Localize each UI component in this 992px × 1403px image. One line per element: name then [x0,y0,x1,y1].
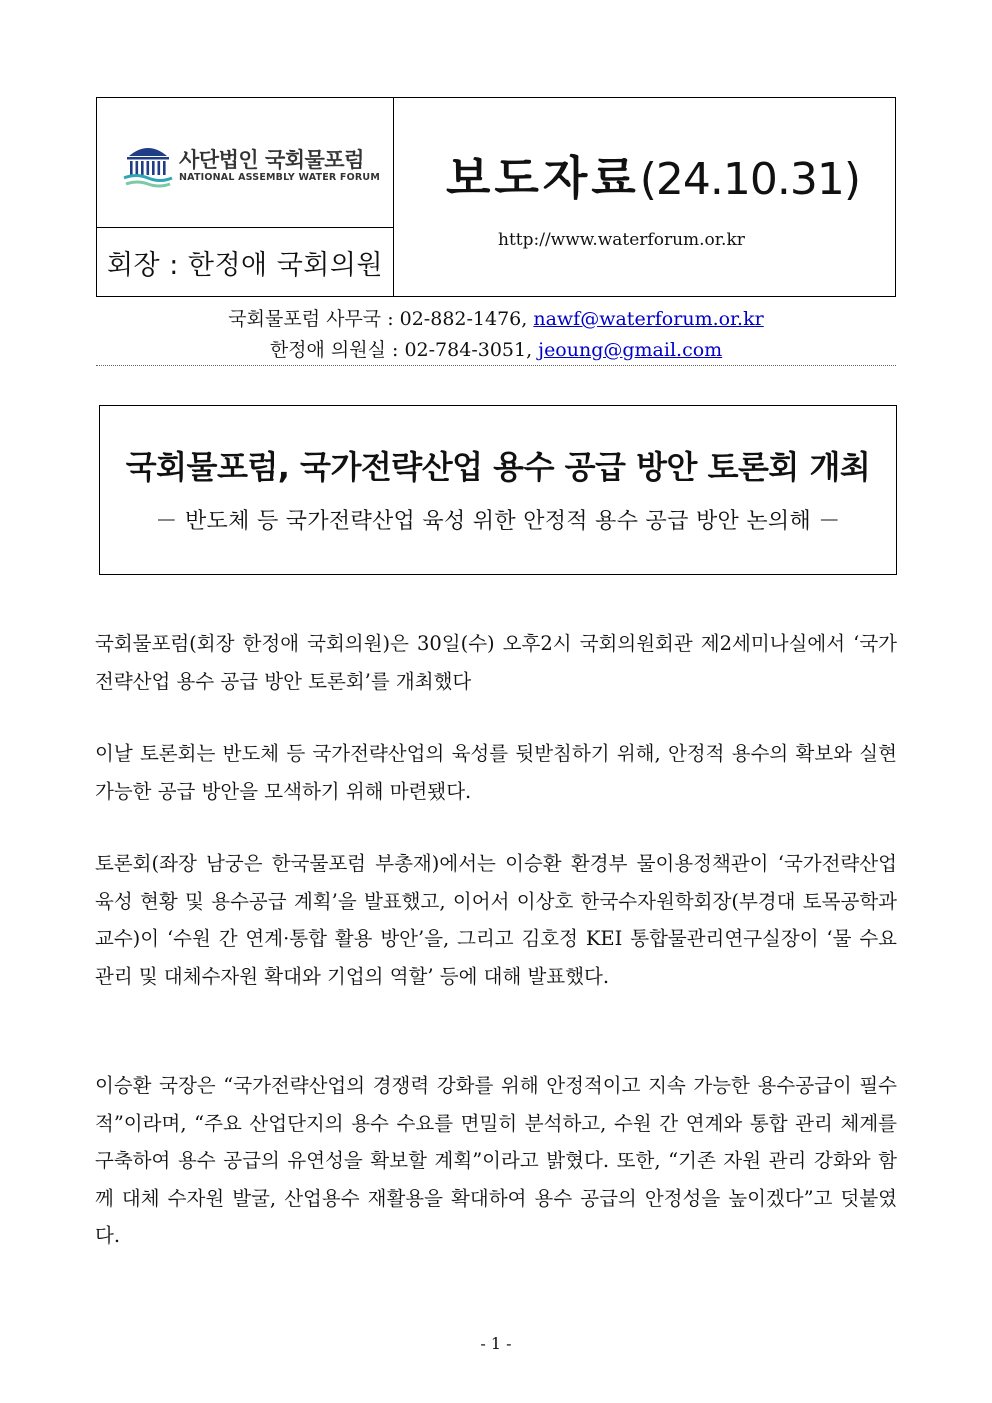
press-release-title [446,142,860,208]
contact-secretariat-email[interactable]: nawf@waterforum.or.kr [533,308,764,330]
website-url: http://www.waterforum.or.kr [498,230,745,250]
press-release-label: 보도자료 [446,151,640,205]
divider [96,365,896,366]
press-header-table [96,97,896,297]
contact-secretariat-phone: 국회물포럼 사무국 : 02-882-1476, [228,308,534,330]
press-release-date: (24.10.31) [639,154,861,205]
headline-box [99,405,897,575]
contact-line-secretariat [96,304,896,331]
page-number: - 1 - [480,1334,512,1353]
body-paragraph-1: 국회물포럼(회장 한정애 국회의원)은 30일(수) 오후2시 국회의원회관 제2세미나실에서 ‘국가전략산업 용수 공급 방안 토론회’를 개최했다 [95,632,897,693]
organization-logo [121,136,381,196]
contact-office-phone: 한정애 의원실 : 02-784-3051, [269,339,539,361]
body-paragraph-3: 토론회(좌장 남궁은 한국물포럼 부총재)에서는 이승환 환경부 물이용정책관이 ‘국가전략산업 육성 현황 및 용수공급 계획’을 발표했고, 이어서 이상호 한국수자원학회장(부경대 토목공학과 교수)이 ‘수원 간 연계·통합 활용 방안’을, 그리고 김호정 KEI 통합물관리연구실장이 ‘물 수요관리 및 대체수자원 확대와 기업의 역할’ 등에 대해 발표했다. [95,852,897,988]
logo-korean-name: 사단법인 국회물포럼 [179,148,364,172]
contact-line-office [96,335,896,362]
press-release-cell [394,98,896,297]
headline-subtitle: － 반도체 등 국가전략산업 육성 위한 안정적 용수 공급 방안 논의해 － [155,509,841,534]
body-paragraph-4: 이승환 국장은 “국가전략산업의 경쟁력 강화를 위해 안정적이고 지속 가능한 용수공급이 필수적”이라며, “주요 산업단지의 용수 수요를 면밀히 분석하고, 수원 간 연계와 통합 관리 체계를 구축하여 용수 공급의 유연성을 확보할 계획”이라고 밝혔다. 또한, “기존 자원 관리 강화와 함께 대체 수자원 발굴, 산업용수 재활용을 확대하여 용수 공급의 안정성을 높이겠다”고 덧붙였다. [95,1074,897,1247]
body-paragraph-2: 이날 토론회는 반도체 등 국가전략산업의 육성를 뒷받침하기 위해, 안정적 용수의 확보와 실현 가능한 공급 방안을 모색하기 위해 마련됐다. [95,742,897,803]
logo-cell [97,98,394,228]
logo-english-name: NATIONAL ASSEMBLY WATER FORUM [179,172,380,183]
headline-title: 국회물포럼, 국가전략산업 용수 공급 방안 토론회 개최 [125,448,871,486]
contact-office-email[interactable]: jeoung@gmail.com [538,339,723,361]
chairperson-label: 회장 : 한정애 국회의원 [97,228,394,297]
assembly-building-icon [121,136,175,190]
